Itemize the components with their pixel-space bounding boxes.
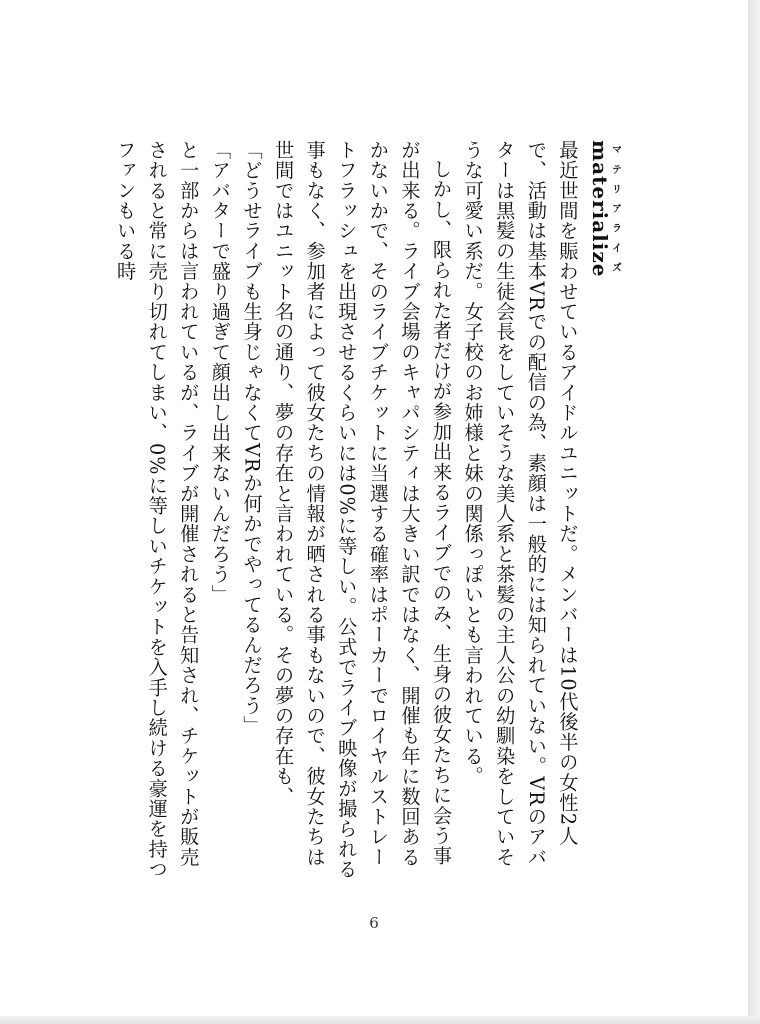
page-edge [748, 0, 760, 1024]
page-number: 6 [369, 914, 379, 932]
paragraph-intro: 最近世間を賑わせているアイドルユニットだ。メンバーは10代後半の女性2人で、活動は基本VRでの配信の為、素顔は一般的には知られていない。VRのアバターは黒髪の生徒会長をしていそうな美人系と茶髪の主人公の幼馴染をしていそうな可愛い系だ。女子校のお姉様と妹の関係っぽいとも言われている。 [461, 140, 580, 868]
paragraph-tickets: と一部からは言われているが、ライブが開催されると告知され、チケットが販売されると常に売り切れてしまい、0%に等しいチケットを入手し続ける豪運を持つファンもいる時 [114, 140, 201, 880]
quote-line-1: 「どうせライブも生身じゃなくてVRか何かでやってるんだろう」 [240, 140, 264, 736]
heading-materialize: materializeマテリアライズ [588, 140, 621, 278]
vertical-text-block [114, 140, 621, 880]
page-edge-bottom [0, 1016, 760, 1024]
title-ruby: マテリアライズ [609, 140, 621, 278]
paragraph-live: しかし、限られた者だけが参加出来るライブでのみ、生身の彼女たちに会う事が出来る。ライブ会場のキャパシティは大きい訳ではなく、開催も年に数回あるかないかで、そのライブチケットに当選する確率はポーカーでロイヤルストレートフラッシュを出現させるくらいには0%に等しい。公式でライブ映像が撮られる事もなく、参加者によって彼女たちの情報が晒される事もないので、彼女たちは世間ではユニット名の通り、夢の存在と言われている。その夢の存在も、 [272, 140, 454, 880]
quote-line-2: 「アバターで盛り過ぎて顔出し出来ないんだろう」 [208, 140, 232, 605]
